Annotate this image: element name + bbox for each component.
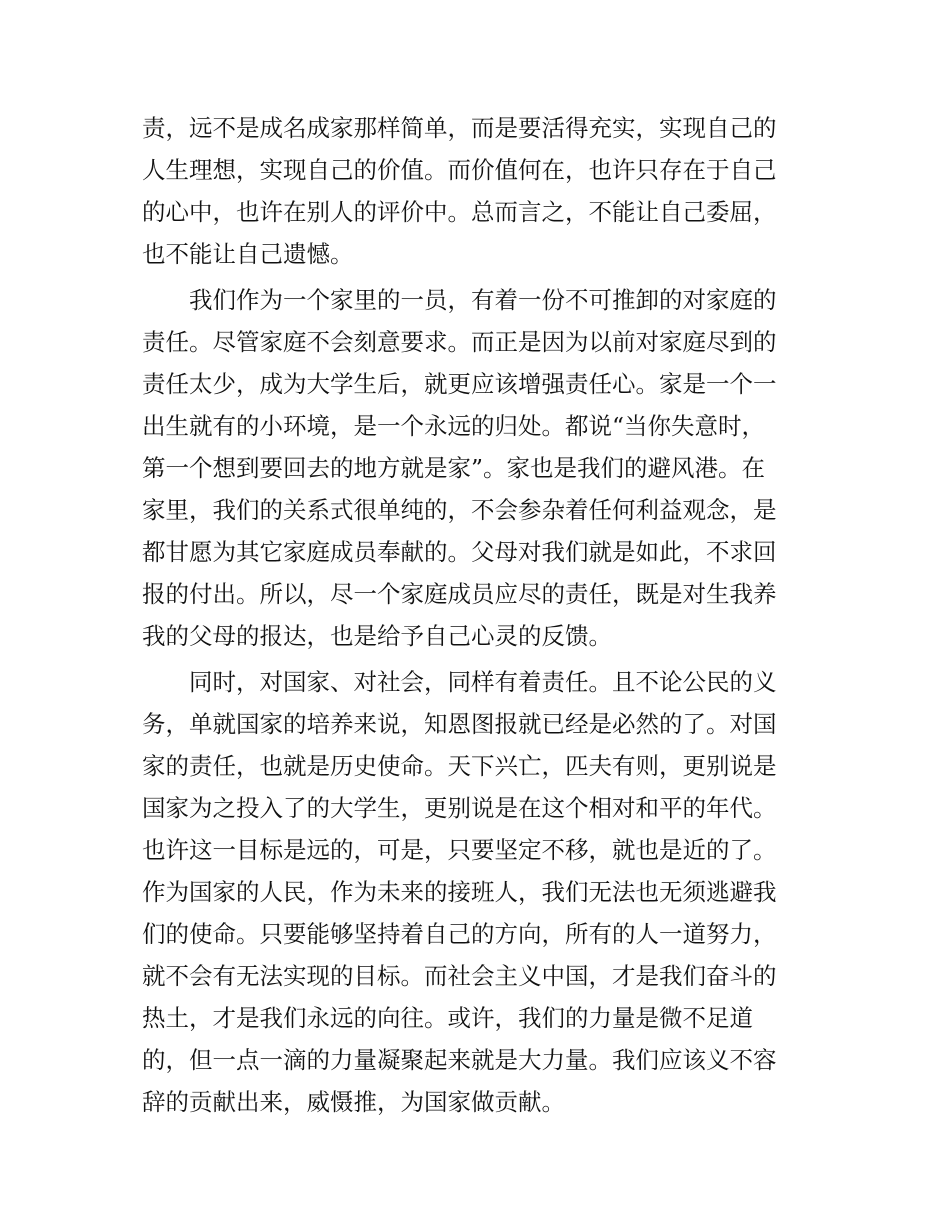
- text-line: 的心中，也许在别人的评价中。总而言之，不能让自己委屈，: [142, 198, 777, 226]
- text-line: 人生理想，实现自己的价值。而价值何在，也许只存在于自己: [142, 156, 777, 184]
- text-line: 我的父母的报达，也是给予自己心灵的反馈。: [142, 622, 612, 650]
- paragraph-3: [142, 661, 812, 1123]
- text-line: 我们作为一个家里的一员，有着一份不可推卸的对家庭的: [189, 286, 777, 314]
- text-line: 热土，才是我们永远的向往。或许，我们的力量是微不足道: [142, 1004, 753, 1032]
- text-line: 作为国家的人民，作为未来的接班人，我们无法也无须逃避我: [142, 878, 777, 906]
- text-line: 第一个想到要回去的地方就是家”。家也是我们的避风港。在: [142, 454, 766, 482]
- text-line: 就不会有无法实现的目标。而社会主义中国，才是我们奋斗的: [142, 962, 777, 990]
- paragraph-2: [142, 279, 812, 657]
- text-line: 家的责任，也就是历史使命。天下兴亡，匹夫有则，更别说是: [142, 752, 777, 780]
- text-line: 也不能让自己遗憾。: [142, 240, 354, 268]
- text-line: 责任太少，成为大学生后，就更应该增强责任心。家是一个一: [142, 370, 777, 398]
- text-line: 责，远不是成名成家那样简单，而是要活得充实，实现自己的: [142, 114, 777, 142]
- text-line: 辞的贡献出来，威慑推，为国家做贡献。: [142, 1088, 565, 1116]
- text-line: 责任。尽管家庭不会刻意要求。而正是因为以前对家庭尽到的: [142, 328, 777, 356]
- text-line: 都甘愿为其它家庭成员奉献的。父母对我们就是如此，不求回: [142, 538, 777, 566]
- text-line: 报的付出。所以，尽一个家庭成员应尽的责任，既是对生我养: [142, 580, 777, 608]
- text-line: 同时，对国家、对社会，同样有着责任。且不论公民的义: [189, 668, 777, 696]
- body-text: [142, 107, 812, 1127]
- text-line: 国家为之投入了的大学生，更别说是在这个相对和平的年代。: [142, 794, 777, 822]
- text-line: 家里，我们的关系式很单纯的，不会参杂着任何利益观念，是: [142, 496, 777, 524]
- text-line: 出生就有的小环境，是一个永远的归处。都说“当你失意时，: [142, 412, 766, 440]
- text-line: 们的使命。只要能够坚持着自己的方向，所有的人一道努力，: [142, 920, 777, 948]
- text-line: 务，单就国家的培养来说，知恩图报就已经是必然的了。对国: [142, 710, 777, 738]
- text-line: 的，但一点一滴的力量凝聚起来就是大力量。我们应该义不容: [142, 1046, 777, 1074]
- text-line: 也许这一目标是远的，可是，只要坚定不移，就也是近的了。: [142, 836, 777, 864]
- paragraph-1: [142, 107, 812, 275]
